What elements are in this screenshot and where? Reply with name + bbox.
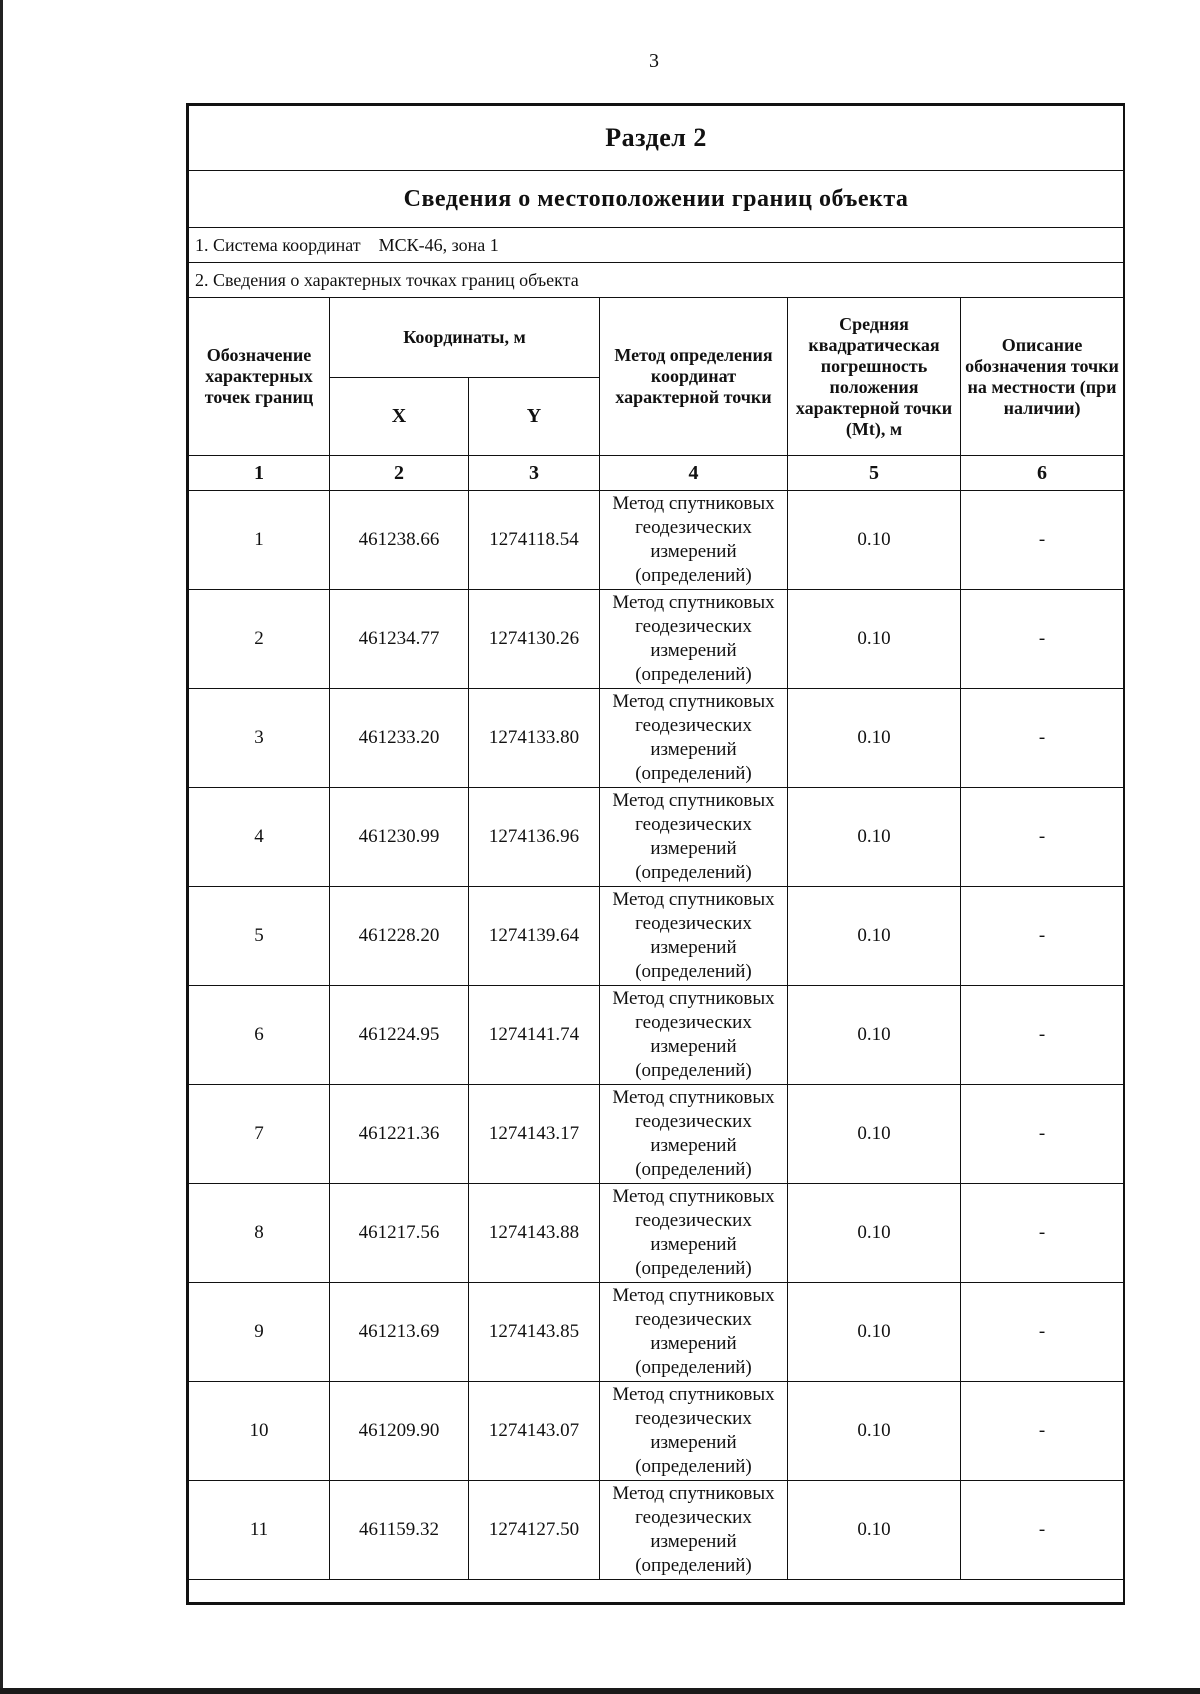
method-cell: Метод спутниковых геодезических измерений (определений) xyxy=(600,1283,788,1382)
method-cell: Метод спутниковых геодезических измерений (определений) xyxy=(600,1184,788,1283)
description-cell: - xyxy=(961,1184,1124,1283)
description-cell: - xyxy=(961,1481,1124,1580)
method-cell: Метод спутниковых геодезических измерений (определений) xyxy=(600,1481,788,1580)
x-coordinate-cell: 461233.20 xyxy=(330,689,469,788)
header-y: Y xyxy=(469,378,600,456)
table-row xyxy=(189,1085,1124,1184)
header-coordinates: Координаты, м xyxy=(330,298,600,378)
page-number: 3 xyxy=(649,50,659,72)
column-number: 5 xyxy=(788,456,961,491)
column-number: 6 xyxy=(961,456,1124,491)
y-coordinate-cell: 1274136.96 xyxy=(469,788,600,887)
column-number: 1 xyxy=(189,456,330,491)
column-number: 4 xyxy=(600,456,788,491)
description-cell: - xyxy=(961,1283,1124,1382)
point-id-cell: 10 xyxy=(189,1382,330,1481)
points-heading: 2. Сведения о характерных точках границ объекта xyxy=(189,263,1124,298)
boundary-points-sheet xyxy=(186,103,1125,1605)
mt-error-cell: 0.10 xyxy=(788,887,961,986)
mt-error-cell: 0.10 xyxy=(788,1481,961,1580)
column-number: 3 xyxy=(469,456,600,491)
y-coordinate-cell: 1274143.17 xyxy=(469,1085,600,1184)
y-coordinate-cell: 1274133.80 xyxy=(469,689,600,788)
point-id-cell: 4 xyxy=(189,788,330,887)
point-id-cell: 9 xyxy=(189,1283,330,1382)
mt-error-cell: 0.10 xyxy=(788,1283,961,1382)
scan-edge-bottom xyxy=(0,1688,1200,1694)
point-id-cell: 8 xyxy=(189,1184,330,1283)
mt-error-cell: 0.10 xyxy=(788,689,961,788)
point-id-cell: 3 xyxy=(189,689,330,788)
description-cell: - xyxy=(961,1085,1124,1184)
method-cell: Метод спутниковых геодезических измерений (определений) xyxy=(600,887,788,986)
description-cell: - xyxy=(961,986,1124,1085)
point-id-cell: 6 xyxy=(189,986,330,1085)
description-cell: - xyxy=(961,887,1124,986)
x-coordinate-cell: 461221.36 xyxy=(330,1085,469,1184)
x-coordinate-cell: 461217.56 xyxy=(330,1184,469,1283)
coordinate-system-row xyxy=(189,228,1124,263)
y-coordinate-cell: 1274118.54 xyxy=(469,491,600,590)
x-coordinate-cell: 461209.90 xyxy=(330,1382,469,1481)
description-cell: - xyxy=(961,1382,1124,1481)
y-coordinate-cell: 1274139.64 xyxy=(469,887,600,986)
point-id-cell: 2 xyxy=(189,590,330,689)
header-x: X xyxy=(330,378,469,456)
description-cell: - xyxy=(961,590,1124,689)
boundary-points-table xyxy=(188,105,1124,1603)
table-row xyxy=(189,590,1124,689)
mt-error-cell: 0.10 xyxy=(788,590,961,689)
empty-footer-cell xyxy=(189,1580,1124,1603)
mt-error-cell: 0.10 xyxy=(788,986,961,1085)
table-row xyxy=(189,1283,1124,1382)
table-row xyxy=(189,986,1124,1085)
header-method: Метод определения координат характерной точки xyxy=(600,298,788,456)
method-cell: Метод спутниковых геодезических измерений (определений) xyxy=(600,590,788,689)
table-row xyxy=(189,1382,1124,1481)
point-id-cell: 7 xyxy=(189,1085,330,1184)
description-cell: - xyxy=(961,491,1124,590)
mt-error-cell: 0.10 xyxy=(788,491,961,590)
header-designation: Обозначение характерных точек границ xyxy=(189,298,330,456)
method-cell: Метод спутниковых геодезических измерений (определений) xyxy=(600,986,788,1085)
table-row xyxy=(189,1481,1124,1580)
section-title: Раздел 2 xyxy=(189,106,1124,171)
point-id-cell: 5 xyxy=(189,887,330,986)
y-coordinate-cell: 1274127.50 xyxy=(469,1481,600,1580)
mt-error-cell: 0.10 xyxy=(788,1085,961,1184)
x-coordinate-cell: 461234.77 xyxy=(330,590,469,689)
mt-error-cell: 0.10 xyxy=(788,788,961,887)
method-cell: Метод спутниковых геодезических измерений (определений) xyxy=(600,1382,788,1481)
y-coordinate-cell: 1274143.85 xyxy=(469,1283,600,1382)
description-cell: - xyxy=(961,689,1124,788)
point-id-cell: 11 xyxy=(189,1481,330,1580)
coordinate-system-value: МСК-46, зона 1 xyxy=(378,234,499,255)
empty-footer-row xyxy=(189,1580,1124,1603)
x-coordinate-cell: 461213.69 xyxy=(330,1283,469,1382)
method-cell: Метод спутниковых геодезических измерений (определений) xyxy=(600,491,788,590)
table-row xyxy=(189,689,1124,788)
x-coordinate-cell: 461224.95 xyxy=(330,986,469,1085)
description-cell: - xyxy=(961,788,1124,887)
table-row xyxy=(189,1184,1124,1283)
x-coordinate-cell: 461159.32 xyxy=(330,1481,469,1580)
y-coordinate-cell: 1274143.88 xyxy=(469,1184,600,1283)
table-row xyxy=(189,491,1124,590)
x-coordinate-cell: 461230.99 xyxy=(330,788,469,887)
x-coordinate-cell: 461228.20 xyxy=(330,887,469,986)
y-coordinate-cell: 1274130.26 xyxy=(469,590,600,689)
y-coordinate-cell: 1274143.07 xyxy=(469,1382,600,1481)
table-row xyxy=(189,788,1124,887)
method-cell: Метод спутниковых геодезических измерений (определений) xyxy=(600,689,788,788)
coordinate-system-label: 1. Система координат xyxy=(195,234,361,255)
header-error: Средняя квадратическая погрешность положения характерной точки (Mt), м xyxy=(788,298,961,456)
point-id-cell: 1 xyxy=(189,491,330,590)
method-cell: Метод спутниковых геодезических измерений (определений) xyxy=(600,1085,788,1184)
x-coordinate-cell: 461238.66 xyxy=(330,491,469,590)
scan-edge-left xyxy=(0,0,3,1694)
mt-error-cell: 0.10 xyxy=(788,1382,961,1481)
header-description: Описание обозначения точки на местности (при наличии) xyxy=(961,298,1124,456)
column-number: 2 xyxy=(330,456,469,491)
method-cell: Метод спутниковых геодезических измерений (определений) xyxy=(600,788,788,887)
table-row xyxy=(189,887,1124,986)
mt-error-cell: 0.10 xyxy=(788,1184,961,1283)
section-subtitle: Сведения о местоположении границ объекта xyxy=(189,171,1124,228)
y-coordinate-cell: 1274141.74 xyxy=(469,986,600,1085)
